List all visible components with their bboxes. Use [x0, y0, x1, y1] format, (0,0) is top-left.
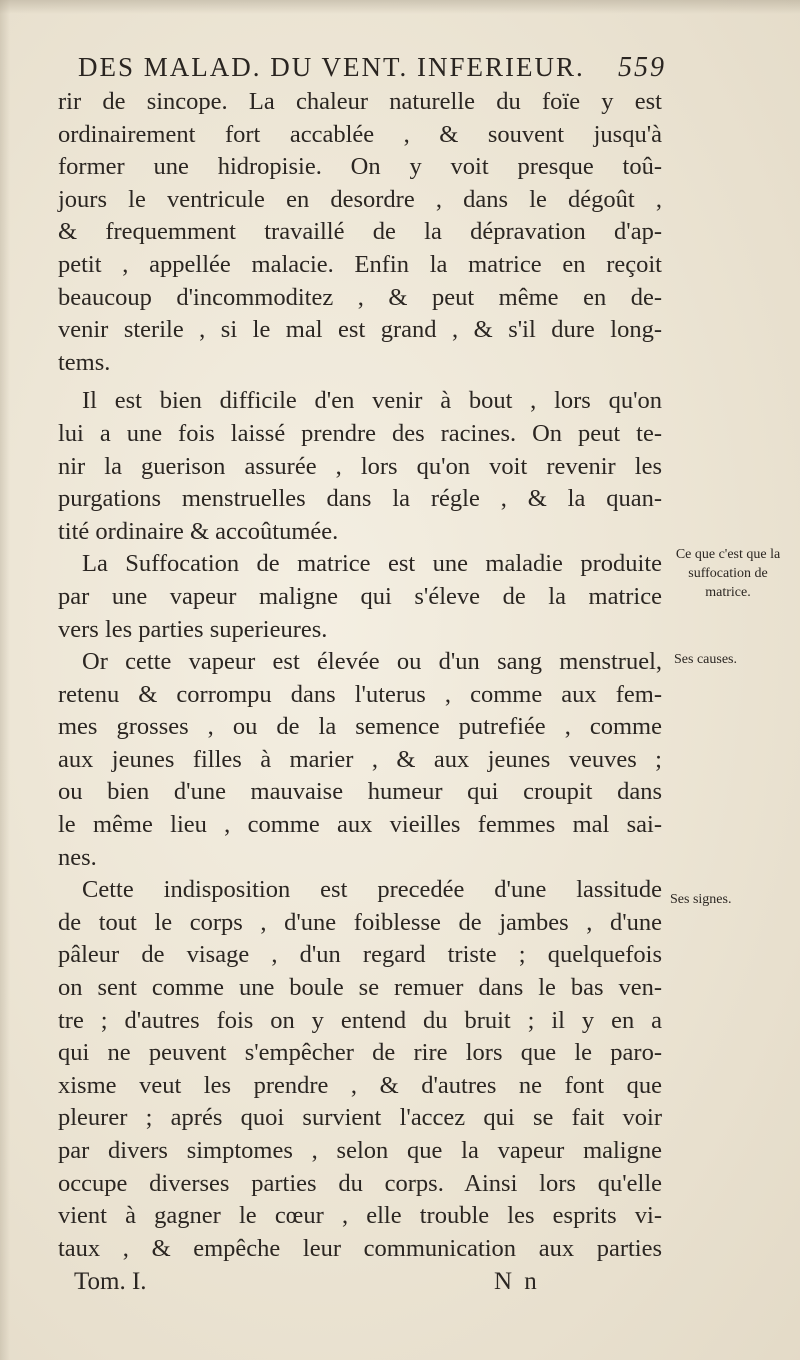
text-line: retenu & corrompu dans l'uterus , comme aux fem- — [58, 680, 662, 708]
text-line: tité ordinaire & accoûtumée. — [58, 517, 339, 545]
page-top-shadow — [0, 0, 800, 14]
margin-note-causes: Ses causes. — [674, 652, 737, 667]
text-line: petit , appellée malacie. Enfin la matrice en reçoit — [58, 250, 662, 278]
text-line: taux , & empêche leur communication aux parties — [58, 1234, 662, 1262]
text-line: beaucoup d'incommoditez , & peut même en de- — [58, 283, 662, 311]
page-footer — [74, 1268, 634, 1304]
text-line: nir la guerison assurée , lors qu'on voit revenir les — [58, 452, 662, 480]
text-line: pleurer ; aprés quoi survient l'accez qui se fait voir — [58, 1104, 662, 1132]
text-line: on sent comme une boule se remuer dans le bas ven- — [58, 974, 662, 1002]
text-line: vient à gagner le cœur , elle trouble les esprits vi- — [58, 1202, 662, 1230]
page-gutter-shadow — [0, 0, 10, 1360]
text-line: nes. — [58, 843, 97, 871]
text-line: occupe diverses parties du corps. Ainsi lors qu'elle — [58, 1169, 662, 1197]
text-line: aux jeunes filles à marier , & aux jeunes veuves ; — [58, 745, 662, 773]
text-line: venir sterile , si le mal est grand , & s'il dure long- — [58, 316, 662, 344]
text-line: tre ; d'autres fois on y entend du bruit ; il y en a — [58, 1006, 662, 1034]
text-line: purgations menstruelles dans la régle , & la quan- — [58, 485, 662, 513]
text-line: qui ne peuvent s'empêcher de rire lors que le paro- — [58, 1039, 662, 1067]
page-number: 559 — [618, 52, 666, 83]
text-line: pâleur de visage , d'un regard triste ; quelquefois — [58, 941, 662, 969]
text-line: ou bien d'une mauvaise humeur qui croupit dans — [58, 778, 662, 806]
text-line: jours le ventricule en desordre , dans le dégoût , — [58, 185, 662, 213]
text-line: xisme veut les prendre , & d'autres ne font que — [58, 1071, 662, 1099]
paragraph-start: Or cette vapeur est élevée ou d'un sang menstruel, — [82, 648, 662, 676]
paragraph-start: Cette indisposition est precedée d'une lassitude — [82, 876, 662, 904]
text-line: par une vapeur maligne qui s'éleve de la matrice — [58, 582, 662, 610]
paragraph-start: Il est bien difficile d'en venir à bout , lors qu'on — [82, 387, 662, 415]
text-line: & frequemment travaillé de la dépravation d'ap- — [58, 218, 662, 246]
paragraph-start: La Suffocation de matrice est une maladie produite — [82, 550, 662, 578]
text-line: rir de sincope. La chaleur naturelle du foïe y est — [58, 88, 662, 115]
volume-label: Tom. I. — [74, 1268, 147, 1295]
text-line: mes grosses , ou de la semence putrefiée , comme — [58, 713, 662, 741]
text-line: le même lieu , comme aux vieilles femmes mal sai- — [58, 811, 662, 839]
margin-note-definition: Ce que c'est que la suffocation de matrice. — [675, 547, 781, 600]
margin-note-signs: Ses signes. — [670, 892, 732, 907]
text-line: vers les parties superieures. — [58, 615, 328, 643]
text-line: lui a une fois laissé prendre des racines. On peut te- — [58, 419, 662, 447]
body-text — [58, 86, 662, 1265]
signature-mark: N n — [494, 1268, 540, 1295]
text-line: former une hidropisie. On y voit presque toû- — [58, 153, 662, 181]
running-title: DES MALAD. DU VENT. INFERIEUR. — [78, 52, 585, 82]
text-line: ordinairement fort accablée , & souvent jusqu'à — [58, 120, 662, 148]
text-line: par divers simptomes , selon que la vapeur maligne — [58, 1137, 662, 1164]
text-line: de tout le corps , d'une foiblesse de jambes , d'une — [58, 908, 662, 936]
text-line: tems. — [58, 348, 111, 376]
